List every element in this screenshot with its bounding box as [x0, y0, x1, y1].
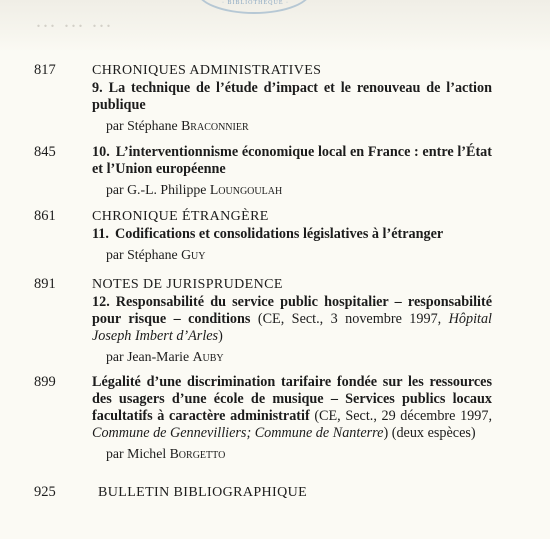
page-number: 925: [34, 484, 56, 500]
case-names: Commune de Gennevilliers; Commune de Nanterre: [92, 425, 384, 441]
article-author: [92, 246, 492, 263]
article-title-bold: Légalité d’une discrimination tarifaire fondée sur les ressources des usagers d’une école de musique – Services publics locaux facultatifs à caractère administratif: [92, 374, 492, 424]
article-title: [92, 294, 492, 345]
page-number: 817: [34, 62, 56, 78]
article-title-bold: Responsabilité du service public hospitalier – responsabilité pour risque – conditions: [92, 294, 492, 327]
author-surname: Loungoulah: [209, 182, 283, 197]
article-title-text: Codifications et consolidations législatives à l’étranger: [114, 226, 444, 242]
section-heading: NOTES DE JURISPRUDENCE: [92, 277, 283, 292]
citation-end: ): [218, 328, 223, 344]
case-name: Hôpital Joseph Imbert d’Arles: [92, 311, 492, 344]
author-prefix: par Jean-Marie: [106, 349, 190, 364]
article-number: 11.: [92, 226, 109, 242]
section-heading: CHRONIQUES ADMINISTRATIVES: [92, 63, 322, 78]
citation-end: ) (deux espèces): [383, 425, 476, 441]
section-heading: BULLETIN BIBLIOGRAPHIQUE: [98, 485, 308, 500]
author-surname: Auby: [192, 349, 224, 364]
page-number: 891: [34, 276, 56, 292]
article-title-text: La technique de l’étude d’impact et le renouveau de l’action publique: [92, 80, 492, 113]
author-surname: Braconnier: [181, 118, 249, 133]
article-author: [92, 445, 492, 462]
section-heading: CHRONIQUE ÉTRANGÈRE: [92, 209, 269, 224]
author-prefix: par Stéphane: [106, 118, 178, 133]
article-author: [92, 181, 492, 198]
article-citation: (CE, Sect., 3 novembre 1997,: [250, 311, 449, 327]
article-number: 9.: [92, 80, 103, 96]
article-citation: (CE, Sect., 29 décembre 1997,: [309, 408, 492, 424]
page-number: 899: [34, 374, 56, 390]
author-prefix: par G.-L. Philippe: [106, 182, 207, 197]
article-number: 12.: [92, 294, 110, 310]
author-prefix: par Michel: [106, 446, 167, 461]
author-surname: Borgetto: [169, 446, 226, 461]
stamp-text: · BIBLIOTHÈQUE ·: [222, 0, 289, 6]
article-title: [92, 374, 492, 442]
article-number: 10.: [92, 144, 110, 160]
page-number: 845: [34, 144, 56, 160]
article-title: [92, 80, 492, 114]
article-title: [92, 144, 492, 178]
article-author: [92, 117, 492, 134]
author-prefix: par Stéphane: [106, 247, 178, 262]
article-author: [92, 348, 492, 365]
header-fragment: ... ... ...: [36, 10, 113, 32]
page-number: 861: [34, 208, 56, 224]
article-title-text: L’interventionnisme économique local en France : entre l’État et l’Union européenne: [92, 144, 492, 177]
article-title: [92, 226, 492, 243]
author-surname: Guy: [181, 247, 206, 262]
